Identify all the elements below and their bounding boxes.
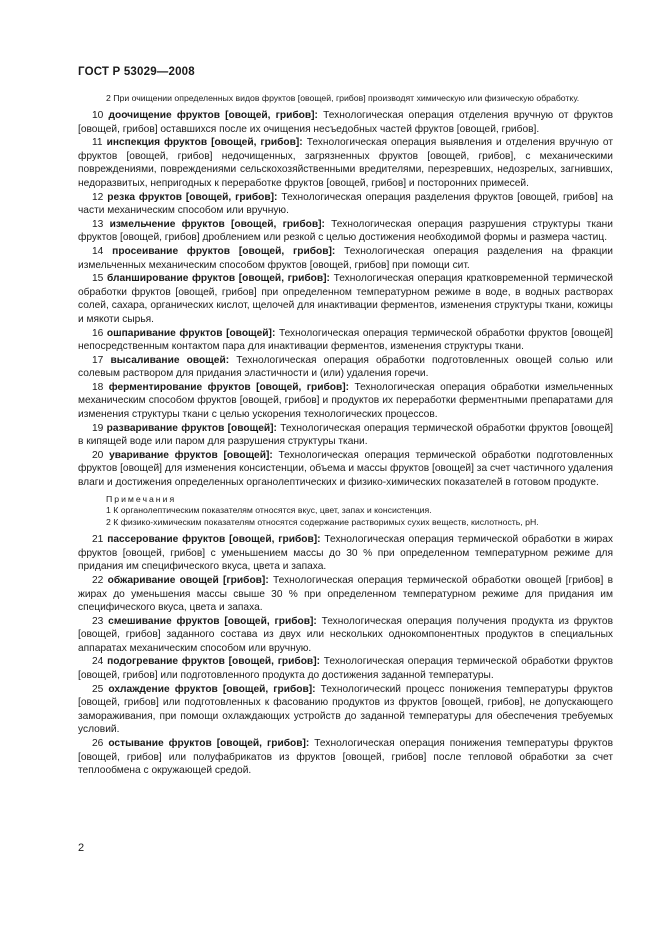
term-entry [78,683,613,737]
entry-term: уваривание фруктов [овощей]: [109,449,273,461]
term-entry [78,272,613,326]
page-content [78,92,613,778]
entry-definition: Технологическая операция получения продукта из фруктов [овощей, грибов] заданного состава из двух или нескольких однокомпонентных продуктов в специальных аппаратах механическим способом или вручную. [78,615,613,654]
term-entry [78,354,613,381]
entry-definition: Технологическая операция разделения на фракции измельченных механическим способом фруктов [овощей, грибов] при помощи сит. [78,245,613,271]
entry-number: 13 [92,218,104,230]
entry-term: просеивание фруктов [овощей, грибов]: [112,245,336,257]
entry-number: 12 [92,191,104,203]
entry-term: охлаждение фруктов [овощей, грибов]: [108,683,316,695]
notes-title: Примечания [106,493,177,504]
entry-number: 10 [92,110,104,121]
note-item: 2 К физико-химическим показателям относятся содержание растворимых сухих веществ, кислотность, рН. [106,516,539,527]
term-entry [78,655,613,682]
entry-term: доочищение фруктов [овощей, грибов]: [108,110,318,121]
entry-number: 15 [92,273,104,285]
term-list-a [78,109,613,490]
entry-number: 25 [92,683,104,695]
entry-definition: Технологическая операция разрушения структуры ткани фруктов [овощей, грибов] дроблением или резкой с целью достижения необходимой формы и размера частиц. [78,218,613,244]
entry-term: измельчение фруктов [овощей, грибов]: [109,218,325,230]
entry-number: 23 [92,615,104,627]
note-item: 1 К органолептическим показателям относятся вкус, цвет, запах и консистенция. [106,505,432,516]
page-number: 2 [78,842,85,854]
term-entry [78,574,613,615]
term-list-b [78,533,613,778]
entry-number: 19 [92,422,104,434]
entry-definition: Технологическая операция термической обработки овощей [грибов] в жирах до уменьшения массы свыше 30 % при определенном температурном режиме для придания им специфического вкуса, цвета и запаха. [78,574,613,614]
term-entry [78,327,613,354]
entry-term: бланширование фруктов [овощей, грибов]: [106,273,330,285]
entry-definition: Технологическая операция кратковременной термической обработки фруктов [овощей, грибов] при определенном температурном режиме в воде, в водных растворах солей, сахара, органических кислот, щелочей для инактивации ферментов, изменения структуры ткани, кожицы и мякоти сырья. [78,273,613,325]
entry-term: ферментирование фруктов [овощей, грибов]: [108,381,350,393]
term-entry [78,136,613,190]
entry-number: 16 [92,327,104,339]
entry-number: 11 [92,137,103,149]
term-entry [78,245,613,272]
entry-number: 24 [92,656,104,668]
entry-number: 14 [92,245,104,257]
entry-definition: Технологическая операция понижения температуры фруктов [овощей, грибов] или полуфабрикатов из фруктов [овощей, грибов] после тепловой обработки за счет теплообмена с окружающей средой. [78,738,613,777]
entry-term: пассерование фруктов [овощей, грибов]: [107,534,321,546]
entry-term: высаливание овощей: [110,354,230,366]
term-entry [78,615,613,656]
entry-definition: Технологическая операция термической обработки в жирах фруктов [овощей, грибов] с уменьшением массы до 30 % при определенном температурном режиме для придания им специфического вкуса, цвета и запаха. [78,534,613,573]
entry-definition: Технологическая операция отделения вручную от фруктов [овощей, грибов] оставшихся после их очищения несъедобных частей фруктов [овощей, грибов]. [78,110,613,135]
entry-definition: Технологическая операция термической обработки фруктов [овощей] в кипящей воде или паром для разрушения структуры ткани. [78,422,613,448]
entry-number: 22 [92,574,104,586]
entry-term: разваривание фруктов [овощей]: [106,422,277,434]
entry-definition: Технологическая операция термической обработки подготовленных фруктов [овощей] для изменения консистенции, объема и массы фруктов [овощей] за счет частичного удаления влаги и достижения определенных органолептических и физико-химических показателей в готовом продукте. [78,449,613,489]
entry-term: инспекция фруктов [овощей, грибов]: [106,137,303,149]
entry-term: резка фруктов [овощей, грибов]: [107,191,278,203]
entry-definition: Технологическая операция термической обработки фруктов [овощей, грибов] или подготовленного продукта до достижения заданной температуры. [78,656,613,682]
entry-number: 20 [92,449,104,461]
standard-title: ГОСТ Р 53029—2008 [78,66,195,78]
entry-term: подогревание фруктов [овощей, грибов]: [107,656,320,668]
entry-term: остывание фруктов [овощей, грибов]: [108,738,310,750]
term-entry [78,737,613,778]
entry-definition: Технологическая операция термической обработки фруктов [овощей] непосредственным контактом пара для инактивации ферментов, изменения структуры ткани. [78,327,613,353]
notes-block [78,494,613,529]
entry-number: 17 [92,354,104,366]
entry-number: 21 [92,534,104,546]
term-entry [78,533,613,574]
entry-definition: Технологическая операция обработки измельченных механическим способом фруктов [овощей, грибов] и продуктов их переработки ферментными препаратами для изменения структуры ткани с целью ускорения технологических процессов. [78,381,613,421]
top-note: 2 При очищении определенных видов фруктов [овощей, грибов] производят химическую или физическую обработку. [106,93,580,103]
entry-term: обжаривание овощей [грибов]: [107,574,269,586]
term-entry [78,381,613,422]
entry-number: 26 [92,738,104,750]
term-entry [78,109,613,136]
entry-definition: Технологическая операция выявления и отделения вручную от фруктов [овощей, грибов] недочищенных, загрязненных фруктов [овощей, грибов], с механическими повреждениями, повреждениями сельскохозяйственными вредителями, перезревших, недозрелых, загнивших, недоразвитых, непригодных к переработке фруктов [овощей, грибов] и посторонних примесей. [78,137,613,189]
entry-definition: Технологический процесс понижения температуры фруктов [овощей, грибов] или подготовленных к фасованию продуктов из фруктов [овощей, грибов], не допускающего замораживания, при помощи охлаждающих устройств до заданной температуры для обеспечения требуемых условий. [78,683,613,736]
entry-number: 18 [92,381,104,393]
entry-definition: Технологическая операция разделения фруктов [овощей, грибов] на части механическим способом или вручную. [78,191,613,217]
term-entry [78,422,613,449]
term-entry [78,218,613,245]
entry-definition: Технологическая операция обработки подготовленных овощей солью или солевым раствором для придания эластичности и (или) удаления горечи. [78,354,613,380]
entry-term: смешивание фруктов [овощей, грибов]: [108,615,317,627]
term-entry [78,191,613,218]
term-entry [78,449,613,490]
entry-term: ошпаривание фруктов [овощей]: [106,327,276,339]
